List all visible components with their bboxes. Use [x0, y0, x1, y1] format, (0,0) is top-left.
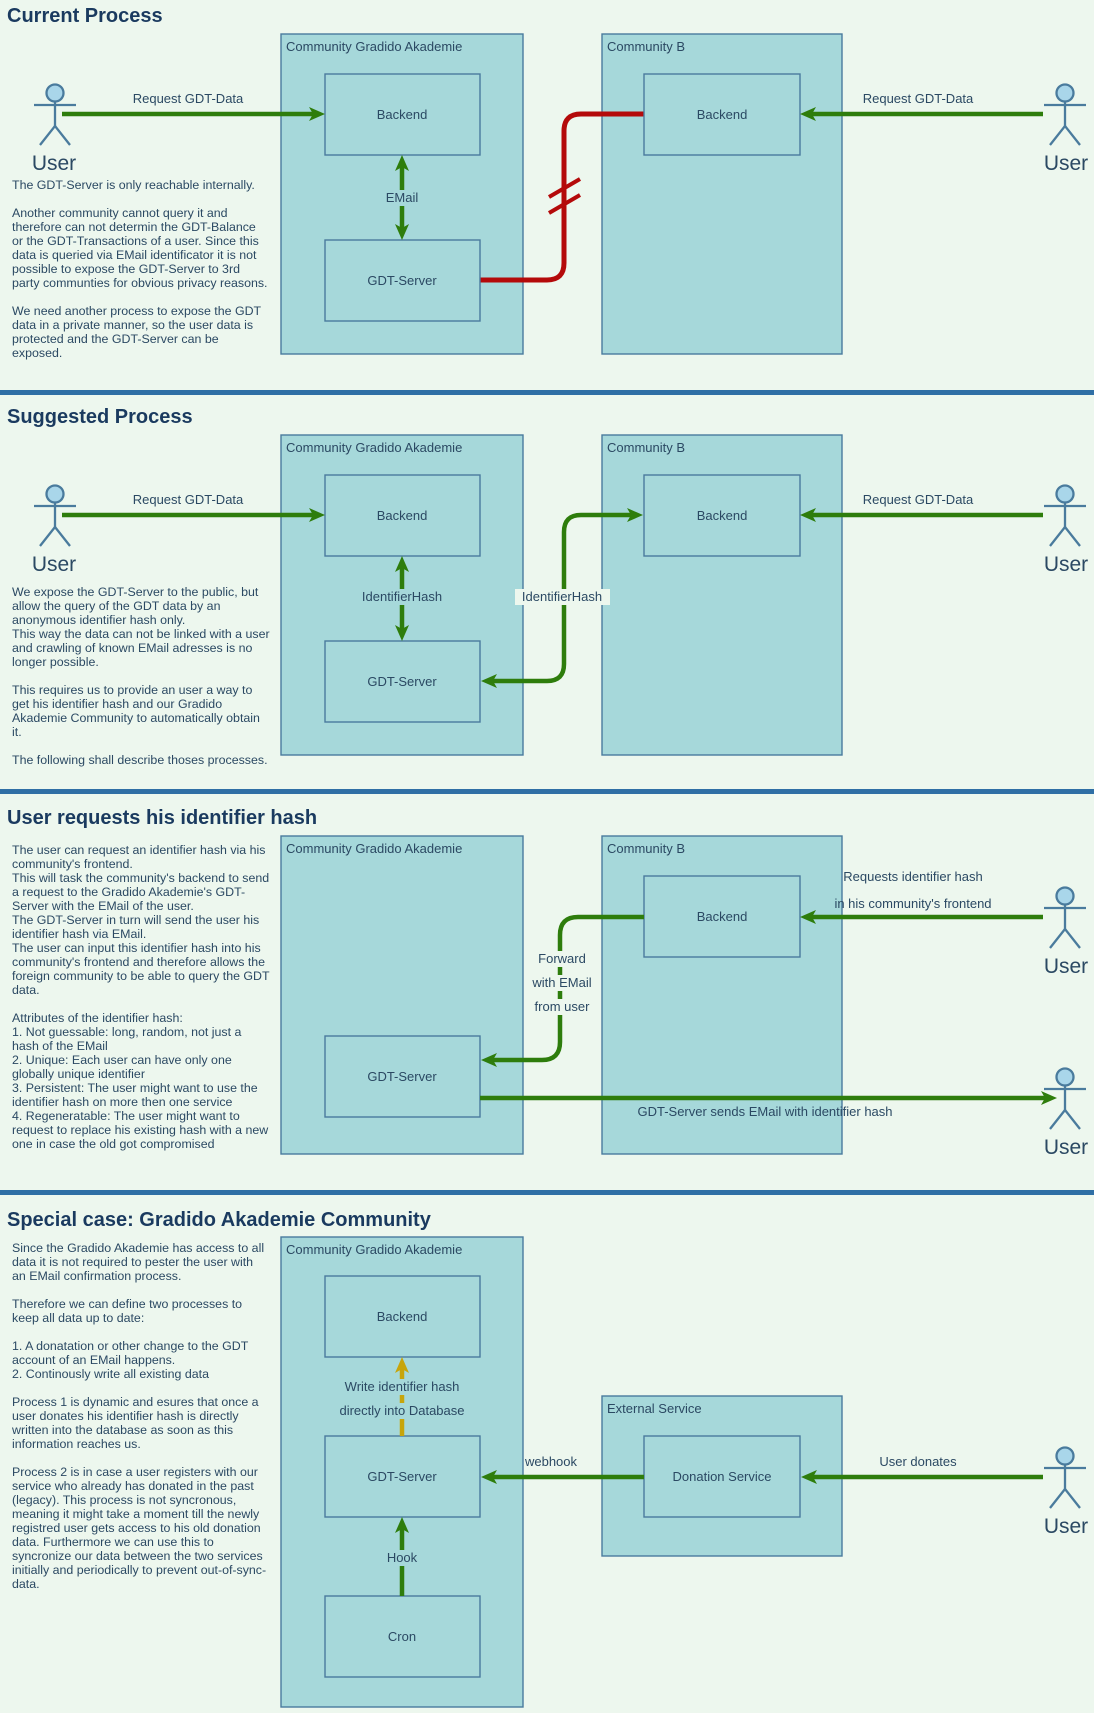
text-line: Process 2 is in case a user registers with our service who already has donated in the past (legacy). This process is not syncronous, meaning it might take a moment till the newly registred user gets access to his old donation data. Furthermore we can use this to syncronize our data between the two services initially and periodically to prevent out-of-sync-data.: [12, 1465, 267, 1591]
text-line: We expose the GDT-Server to the public, but allow the query of the GDT data by an anonymous identifier hash only.: [12, 585, 259, 627]
s1-user-actor-right: [1044, 85, 1086, 146]
text-line: Since the Gradido Akademie has access to all data it is not required to pester the user with an EMail confirmation process.: [12, 1241, 265, 1283]
s3-backend-b-label: Backend: [696, 909, 748, 924]
s2-user-actor-right: [1044, 486, 1086, 547]
s4-donation-service-label: Donation Service: [672, 1469, 772, 1484]
s2-request-label-left: Request GDT-Data: [132, 492, 244, 507]
text-line: Therefore we can define two processes to keep all data up to date:: [12, 1297, 243, 1325]
s3-box-gdt-server: [325, 1036, 480, 1117]
s3-akademie-label: Community Gradido Akademie: [286, 841, 463, 856]
text-line: [12, 1381, 270, 1395]
text-line: [12, 997, 270, 1011]
s4-gdt-server-label: GDT-Server: [367, 1469, 437, 1484]
text-line: 1. A donatation or other change to the GDT account of an EMail happens.: [12, 1339, 249, 1367]
s2-backend-b-label: Backend: [696, 508, 748, 523]
text-line: [12, 1325, 270, 1339]
text-line: The GDT-Server in turn will send the user his identifier hash via EMail.: [12, 913, 260, 941]
text-line: This way the data can not be linked with a user and crawling of known EMail adresses is no longer possible.: [12, 627, 270, 669]
s2-user-label-left: User: [31, 553, 77, 576]
s3-user-label-bottom: User: [1043, 1136, 1089, 1159]
s4-hook-label: Hook: [386, 1550, 418, 1565]
s2-gdt-server-label: GDT-Server: [367, 674, 437, 689]
s3-forward-label-line1: Forward: [538, 951, 586, 966]
s1-email-label: EMail: [385, 190, 419, 205]
s3-community-b-label: Community B: [607, 841, 686, 856]
text-line: The user can input this identifier hash into his community's frontend and therefore allows the foreign community to be able to query the GDT data.: [12, 941, 270, 997]
section-divider: [0, 1190, 1094, 1195]
s4-box-donation-service: [644, 1436, 800, 1517]
s2-box-backend-akademie: [325, 475, 480, 556]
s4-cron-label: Cron: [387, 1629, 417, 1644]
section-title-special-case: Special case: Gradido Akademie Community: [7, 1209, 431, 1231]
s3-box-backend-community-b: [644, 876, 800, 957]
s4-write-hash-label-line1: Write identifier hash: [344, 1379, 460, 1394]
s4-external-service-label: External Service: [607, 1401, 702, 1416]
section-title-current-process: Current Process: [7, 5, 163, 27]
s4-webhook-label: webhook: [524, 1454, 578, 1469]
s2-user-label-right: User: [1043, 553, 1089, 576]
s4-box-gdt-server: [325, 1436, 480, 1517]
s1-request-label-right: Request GDT-Data: [862, 91, 974, 106]
s1-backend-b-label: Backend: [696, 107, 748, 122]
text-line: 3. Persistent: The user might want to use the identifier hash on more then one service: [12, 1081, 258, 1109]
s2-box-gdt-server: [325, 641, 480, 722]
text-block-suggested-process: [12, 585, 270, 767]
s2-community-b-label: Community B: [607, 440, 686, 455]
text-line: The following shall describe thoses processes.: [12, 753, 268, 767]
text-line: Attributes of the identifier hash:: [12, 1011, 183, 1025]
text-line: [12, 669, 270, 683]
text-line: [12, 1283, 270, 1297]
s4-user-donates-label: User donates: [879, 1454, 957, 1469]
s4-write-hash-label-line2: directly into Database: [339, 1403, 465, 1418]
text-line: 2. Unique: Each user can have only one globally unique identifier: [12, 1053, 232, 1081]
s4-user-actor: [1044, 1448, 1086, 1509]
text-line: [12, 1451, 270, 1465]
text-line: We need another process to expose the GDT data in a private manner, so the user data is protected and the GDT-Server can be exposed.: [12, 304, 261, 360]
s1-gdt-server-label: GDT-Server: [367, 273, 437, 288]
text-block-user-requests-hash: [12, 843, 270, 1151]
s2-box-backend-community-b: [644, 475, 800, 556]
text-line: The GDT-Server is only reachable internally.: [12, 178, 255, 192]
text-line: [12, 192, 270, 206]
s3-sends-email-label: GDT-Server sends EMail with identifier hash: [637, 1104, 893, 1119]
text-line: The user can request an identifier hash via his community's frontend.: [12, 843, 266, 871]
s4-box-cron: [325, 1596, 480, 1677]
text-line: This requires us to provide an user a way to get his identifier hash and our Gradido Akademie Community to automatically obtain it.: [12, 683, 260, 739]
text-line: Another community cannot query it and therefore can not determin the GDT-Balance or the GDT-Transactions of a user. Since this data is queried via EMail identificator it is not possible to expose the GDT-Server to 3rd party communties for obvious privacy reasons.: [12, 206, 268, 290]
s3-gdt-server-label: GDT-Server: [367, 1069, 437, 1084]
s1-box-backend-akademie: [325, 74, 480, 155]
s1-community-b-label: Community B: [607, 39, 686, 54]
s4-backend-label: Backend: [376, 1309, 428, 1324]
section-title-user-requests-hash: User requests his identifier hash: [7, 807, 318, 829]
s2-identifierhash-label-inner: IdentifierHash: [361, 589, 443, 604]
text-line: 4. Regeneratable: The user might want to request to replace his existing hash with a new one in case the old got compromised: [12, 1109, 269, 1151]
s3-user-label-top: User: [1043, 955, 1089, 978]
text-line: Process 1 is dynamic and esures that once a user donates his identifier hash is directly written into the database as soon as this information reaches us.: [12, 1395, 259, 1451]
text-line: [12, 290, 270, 304]
s1-user-label-left: User: [31, 152, 77, 175]
text-block-special-case: [12, 1241, 270, 1591]
text-line: [12, 739, 270, 753]
text-line: 1. Not guessable: long, random, not just a hash of the EMail: [12, 1025, 242, 1053]
s1-box-backend-community-b: [644, 74, 800, 155]
section-title-suggested-process: Suggested Process: [7, 406, 193, 428]
s1-backend-label: Backend: [376, 107, 428, 122]
s3-forward-label-line2: with EMail: [532, 975, 592, 990]
s3-requests-hash-label-line1: Requests identifier hash: [843, 869, 983, 884]
s4-box-backend: [325, 1276, 480, 1357]
s3-user-actor-top: [1044, 888, 1086, 949]
s2-akademie-label: Community Gradido Akademie: [286, 440, 463, 455]
s4-akademie-label: Community Gradido Akademie: [286, 1242, 463, 1257]
s2-request-label-right: Request GDT-Data: [862, 492, 974, 507]
s2-backend-label: Backend: [376, 508, 428, 523]
s3-forward-label-line3: from user: [534, 999, 590, 1014]
text-line: This will task the community's backend to send a request to the Gradido Akademie's GDT-Server with the EMail of the user.: [12, 871, 270, 913]
s4-user-label: User: [1043, 1515, 1089, 1538]
s1-akademie-label: Community Gradido Akademie: [286, 39, 463, 54]
s1-request-label-left: Request GDT-Data: [132, 91, 244, 106]
text-line: 2. Continously write all existing data: [12, 1367, 209, 1381]
section-divider: [0, 390, 1094, 395]
s2-identifierhash-label-outer: IdentifierHash: [521, 589, 603, 604]
s1-user-label-right: User: [1043, 152, 1089, 175]
s1-box-gdt-server: [325, 240, 480, 321]
s3-requests-hash-label-line2: in his community's frontend: [834, 896, 992, 911]
section-divider: [0, 789, 1094, 794]
text-block-current-process: [12, 178, 270, 360]
